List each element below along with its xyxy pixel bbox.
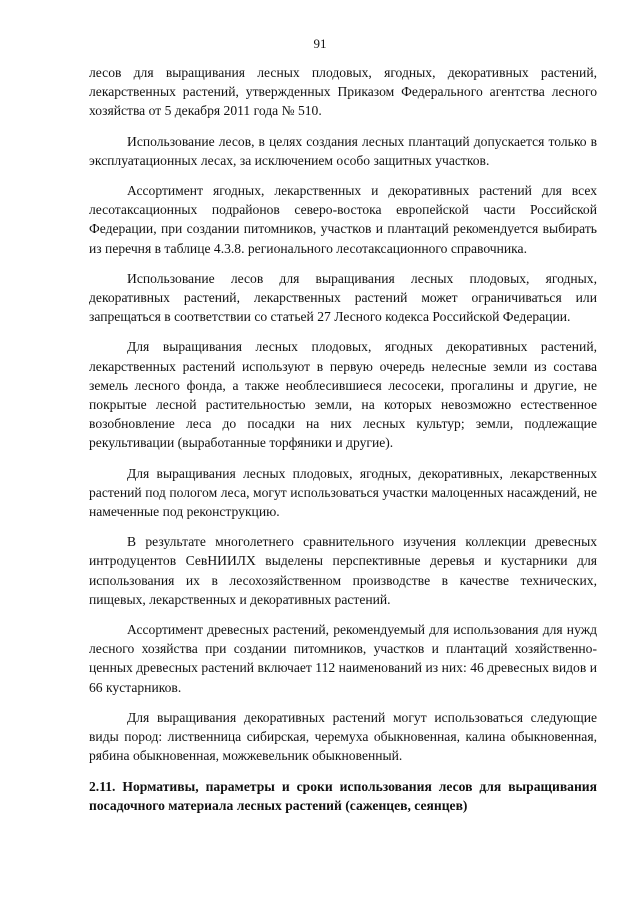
document-body	[89, 63, 597, 826]
paragraph: Ассортимент ягодных, лекарственных и декоративных растений для всех лесотаксационных подрайонов северо-востока европейской части Российской Федерации, при создании питомников, участков и плантаций рекомендуется выбирать из перечня в таблице 4.3.8. регионального лесотаксационного справочника.	[89, 183, 597, 256]
paragraph: Использование лесов для выращивания лесных плодовых, ягодных, декоративных растений, лекарственных растений может ограничиваться или запрещаться в соответствии со статьей 27 Лесного кодекса Российской Федерации.	[89, 270, 597, 325]
paragraph: Для выращивания лесных плодовых, ягодных, декоративных, лекарственных растений под пологом леса, могут использоваться участки малоценных насаждений, не намеченные под реконструкцию.	[89, 465, 597, 520]
paragraph: В результате многолетнего сравнительного изучения коллекции древесных интродуцентов СевНИИЛХ выделены перспективные деревья и кустарники для использования их в лесохозяйственном производстве в качестве технических, пищевых, лекарственных и декоративных растений.	[89, 534, 597, 607]
paragraph: Для выращивания декоративных растений могут использоваться следующие виды пород: лиственница сибирская, черемуха обыкновенная, калина обыкновенная, рябина обыкновенная, можжевельник обыкновенный.	[89, 709, 597, 764]
paragraph: Для выращивания лесных плодовых, ягодных декоративных растений, лекарственных растений используют в первую очередь нелесные земли из состава земель лесного фонда, а также необлесившиеся лесосеки, прогалины и другие, не покрытые лесной растительностью земли, на которых невозможно естественное возобновление леса до посадки на них лесных культур; земли, подлежащие рекультивации (выработанные торфяники и другие).	[89, 339, 597, 451]
paragraph: Ассортимент древесных растений, рекомендуемый для использования для нужд лесного хозяйства при создании питомников, участков и плантаций хозяйственно-ценных древесных растений включает 112 наименований из них: 46 древесных видов и 66 кустарников.	[89, 622, 597, 695]
page-number: 91	[313, 36, 327, 51]
section-heading: 2.11. Нормативы, параметры и сроки использования лесов для выращивания посадочного материала лесных растений (саженцев, сеянцев)	[89, 778, 597, 813]
paragraph: лесов для выращивания лесных плодовых, ягодных, декоративных растений, лекарственных растений, утвержденных Приказом Федерального агентства лесного хозяйства от 5 декабря 2011 года № 510.	[89, 65, 597, 119]
paragraph: Использование лесов, в целях создания лесных плантаций допускается только в эксплуатационных лесах, за исключением особо защитных участков.	[89, 133, 597, 168]
